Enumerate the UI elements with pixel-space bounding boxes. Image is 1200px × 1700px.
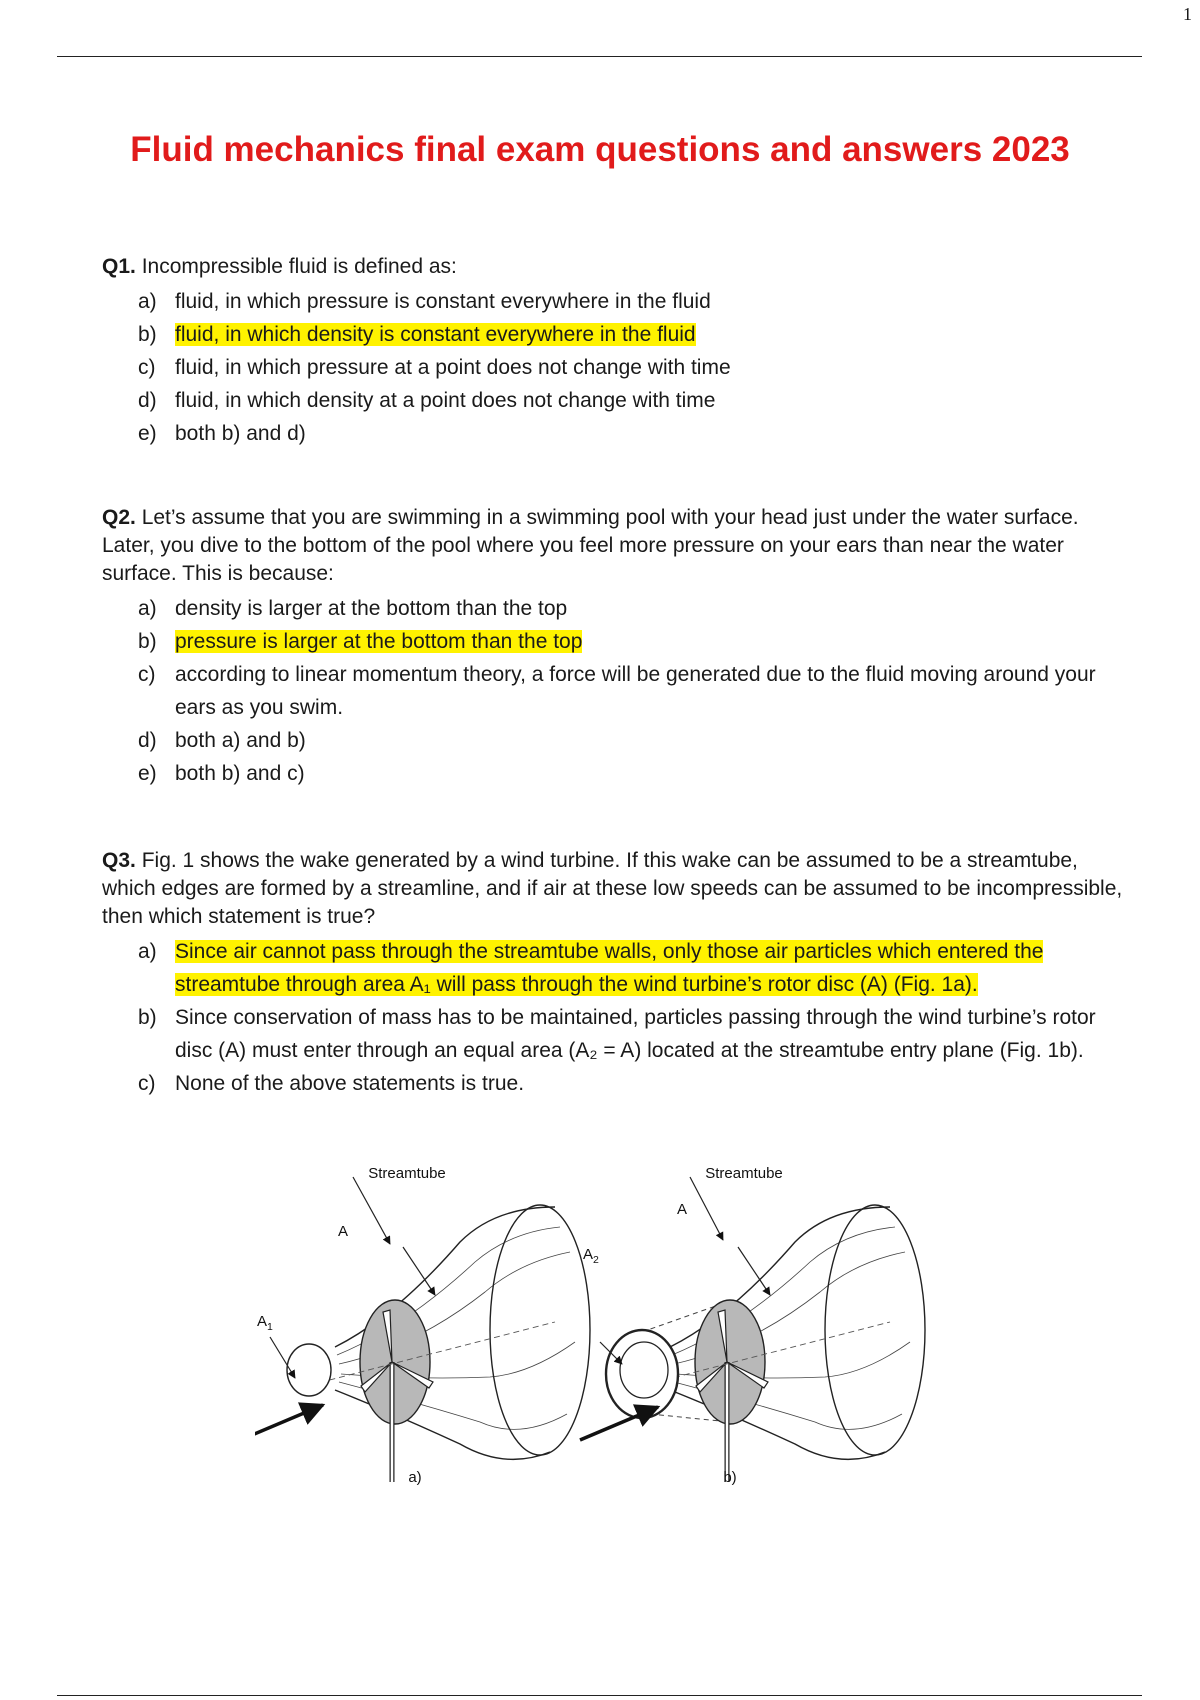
disc-area-label: A bbox=[337, 1223, 349, 1240]
option-text: fluid, in which pressure is constant everywhere in the fluid bbox=[175, 290, 711, 313]
streamtube-figure bbox=[255, 1152, 965, 1492]
option-c bbox=[102, 658, 1132, 724]
flow-arrow-icon bbox=[255, 1405, 323, 1438]
streamtube-diagram bbox=[255, 1152, 965, 1492]
option-a bbox=[102, 285, 1132, 318]
document-title: Fluid mechanics final exam questions and answers 2023 bbox=[130, 130, 1070, 169]
option-letter: d) bbox=[138, 389, 157, 412]
option-c bbox=[102, 351, 1132, 384]
option-letter: c) bbox=[138, 356, 156, 379]
option-letter: b) bbox=[138, 630, 157, 653]
entry-area-label: $A_2$ bbox=[583, 1246, 599, 1266]
disc-area-label: A bbox=[676, 1201, 688, 1218]
option-letter: b) bbox=[138, 323, 157, 346]
option-text: according to linear momentum theory, a force will be generated due to the fluid moving around your ears as you swim. bbox=[175, 663, 1096, 719]
answer-options bbox=[102, 285, 1132, 450]
question-1 bbox=[102, 253, 1132, 450]
rotor-disc bbox=[695, 1300, 765, 1424]
option-e bbox=[102, 417, 1132, 450]
option-letter: c) bbox=[138, 1072, 156, 1095]
question-number: Q2. bbox=[102, 506, 136, 529]
answer-options bbox=[102, 935, 1132, 1100]
question-stem bbox=[102, 253, 1132, 281]
flow-arrow-icon bbox=[580, 1407, 658, 1440]
option-letter: a) bbox=[138, 290, 157, 313]
panel-b bbox=[580, 1165, 925, 1486]
option-letter: c) bbox=[138, 663, 156, 686]
option-b bbox=[102, 318, 1132, 351]
question-stem bbox=[102, 847, 1132, 931]
option-text: None of the above statements is true. bbox=[175, 1072, 525, 1095]
option-e bbox=[102, 757, 1132, 790]
header-rule bbox=[57, 56, 1142, 57]
option-text-highlighted: Since air cannot pass through the streamtube walls, only those air particles which entered the streamtube through area A₁ will pass through the wind turbine’s rotor disc (A) (Fig. 1a). bbox=[175, 940, 1044, 996]
option-text: both b) and c) bbox=[175, 762, 305, 785]
option-text: fluid, in which density at a point does not change with time bbox=[175, 389, 716, 412]
question-text: Fig. 1 shows the wake generated by a wind turbine. If this wake can be assumed to be a streamtube, which edges are formed by a streamline, and if air at these low speeds can be assumed to be incompressible, then which statement is true? bbox=[102, 849, 1123, 928]
exit-plane-ellipse bbox=[490, 1205, 590, 1455]
streamtube-label: Streamtube bbox=[705, 1165, 783, 1182]
option-d bbox=[102, 724, 1132, 757]
option-text: density is larger at the bottom than the top bbox=[175, 597, 568, 620]
question-number: Q3. bbox=[102, 849, 136, 872]
inlet-area bbox=[287, 1344, 331, 1396]
option-text: Since conservation of mass has to be maintained, particles passing through the wind turbine’s rotor disc (A) must enter through an equal area (A₂ = A) located at the streamtube entry plane (Fig. 1b). bbox=[175, 1006, 1096, 1062]
inlet-area-label: $A_1$ bbox=[257, 1313, 273, 1333]
option-text: fluid, in which pressure at a point does not change with time bbox=[175, 356, 731, 379]
question-text: Let’s assume that you are swimming in a swimming pool with your head just under the water surface. Later, you dive to the bottom of the pool where you feel more pressure on your ears than near the water surface. This is because: bbox=[102, 506, 1079, 585]
question-number: Q1. bbox=[102, 255, 136, 278]
option-text-highlighted: fluid, in which density is constant everywhere in the fluid bbox=[175, 323, 696, 346]
option-letter: e) bbox=[138, 422, 157, 445]
option-d bbox=[102, 384, 1132, 417]
exit-plane-ellipse bbox=[825, 1205, 925, 1455]
footer-rule bbox=[57, 1695, 1142, 1696]
option-b bbox=[102, 625, 1132, 658]
question-text: Incompressible fluid is defined as: bbox=[141, 255, 457, 278]
panel-b-caption: b) bbox=[723, 1469, 737, 1486]
option-letter: a) bbox=[138, 597, 157, 620]
question-2 bbox=[102, 504, 1132, 790]
answer-options bbox=[102, 592, 1132, 790]
option-letter: e) bbox=[138, 762, 157, 785]
option-letter: b) bbox=[138, 1006, 157, 1029]
option-text-highlighted: pressure is larger at the bottom than the top bbox=[175, 630, 583, 653]
option-a bbox=[102, 935, 1132, 1001]
option-letter: a) bbox=[138, 940, 157, 963]
panel-a-caption: a) bbox=[408, 1469, 422, 1486]
option-b bbox=[102, 1001, 1132, 1067]
option-text: both a) and b) bbox=[175, 729, 306, 752]
panel-a bbox=[255, 1165, 590, 1486]
page-number: 1 bbox=[1183, 4, 1192, 24]
streamtube-label: Streamtube bbox=[368, 1165, 446, 1182]
option-a bbox=[102, 592, 1132, 625]
question-stem bbox=[102, 504, 1132, 588]
option-text: both b) and d) bbox=[175, 422, 306, 445]
option-c bbox=[102, 1067, 1132, 1100]
question-3 bbox=[102, 847, 1132, 1100]
rotor-disc bbox=[360, 1300, 430, 1424]
option-letter: d) bbox=[138, 729, 157, 752]
